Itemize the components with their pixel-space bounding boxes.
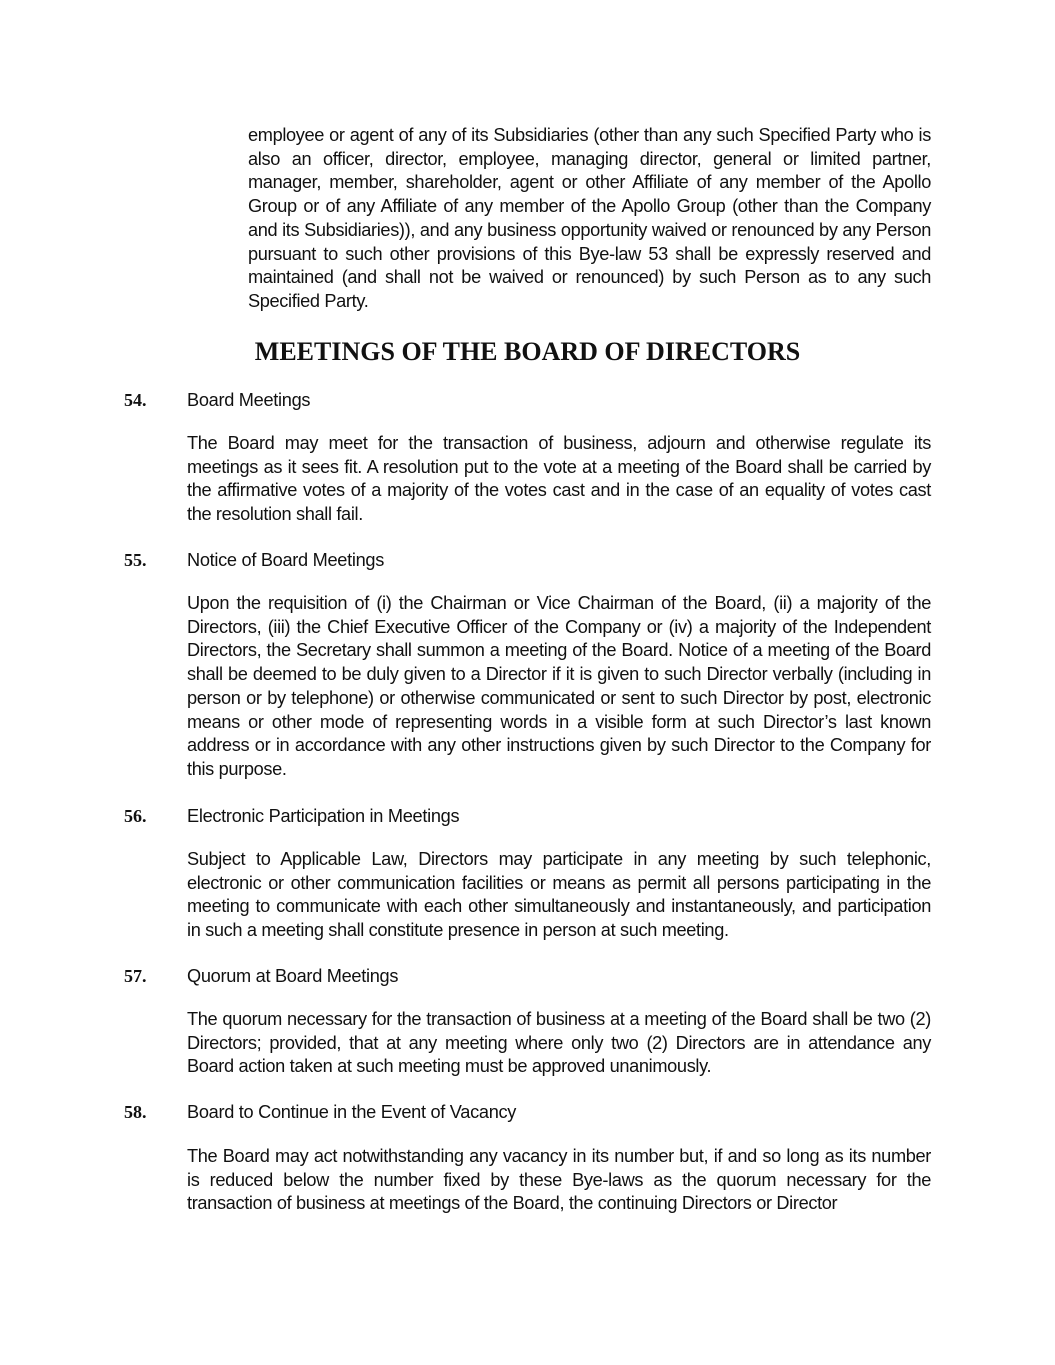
section-number: 58. bbox=[124, 1102, 147, 1122]
section-heading: Quorum at Board Meetings bbox=[187, 966, 399, 986]
section-body: Subject to Applicable Law, Directors may participate in any meeting by such telephonic, electronic or other communication facilities or means as permit all persons participating in the meeting to communicate with each other simultaneously and instantaneously, and participation in such a meeting shall constitute presence in person at such meeting. bbox=[187, 849, 931, 941]
section-body: The quorum necessary for the transaction of business at a meeting of the Board shall be two (2) Directors; provided, that at any meeting where only two (2) Directors are in attendance any Board action taken at such meeting must be approved unanimously. bbox=[187, 1009, 931, 1077]
section-heading: Board to Continue in the Event of Vacancy bbox=[187, 1102, 517, 1122]
section-heading: Board Meetings bbox=[187, 390, 311, 410]
section-body: Upon the requisition of (i) the Chairman or Vice Chairman of the Board, (ii) a majority of the Directors, (iii) the Chief Executive Officer of the Company or (iv) a majority of the Independent Directors, the Secretary shall summon a meeting of the Board. Notice of a meeting of the Board shall be deemed to be duly given to a Director if it is given to such Director verbally (including in person or by telephone) or otherwise communicated or sent to such Director by post, electronic means or other mode of representing words in a visible form at such Director’s last known address or in accordance with any other instructions given by such Director to the Company for this purpose. bbox=[187, 593, 931, 779]
section-number: 54. bbox=[124, 390, 147, 410]
section-heading: Notice of Board Meetings bbox=[187, 550, 385, 570]
section-title: MEETINGS OF THE BOARD OF DIRECTORS bbox=[254, 337, 801, 366]
section-body: The Board may meet for the transaction of business, adjourn and otherwise regulate its meetings as it sees fit. A resolution put to the vote at a meeting of the Board shall be carried by the affirmative votes of a majority of the votes cast and in the case of an equality of votes cast the resolution shall fail. bbox=[187, 433, 931, 525]
section-number: 55. bbox=[124, 550, 147, 570]
section-number: 56. bbox=[124, 806, 147, 826]
section-body: The Board may act notwithstanding any vacancy in its number but, if and so long as its number is reduced below the number fixed by these Bye-laws as the quorum necessary for the transaction of business at meetings of the Board, the continuing Directors or Director bbox=[187, 1146, 931, 1214]
section-number: 57. bbox=[124, 966, 147, 986]
intro-paragraph: employee or agent of any of its Subsidiaries (other than any such Specified Party who is also an officer, director, employee, managing director, general or limited partner, manager, member, shareholder, agent or other Affiliate of any member of the Apollo Group or of any Affiliate of any member of the Apollo Group (other than the Company and its Subsidiaries)), and any business opportunity waived or renounced by any Person pursuant to such other provisions of this Bye-law 53 shall be expressly reserved and maintained (and shall not be waived or renounced) by such Person as to any such Specified Party. bbox=[248, 125, 931, 311]
section-heading: Electronic Participation in Meetings bbox=[187, 806, 460, 826]
